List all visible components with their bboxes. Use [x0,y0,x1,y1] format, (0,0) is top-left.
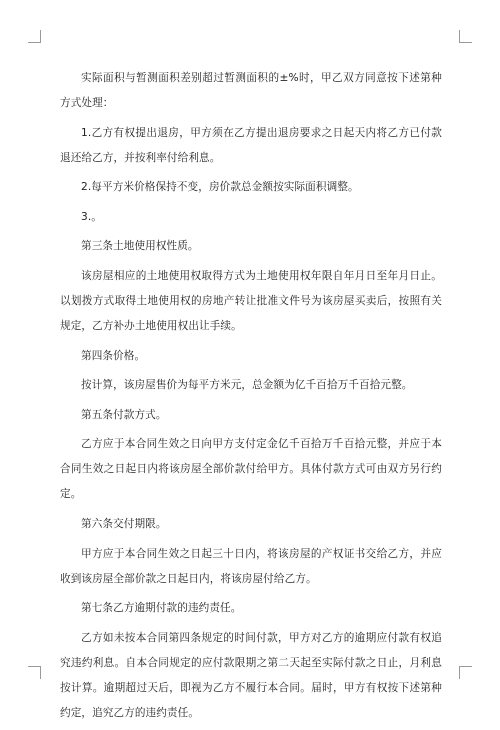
paragraph-option-1: 1.乙方有权提出退房，甲方须在乙方提出退房要求之日起天内将乙方已付款退还给乙方，并按利率付给利息。 [60,126,442,164]
paragraph-late-payment: 乙方如未按本合同第四条规定的时间付款，甲方对乙方的逾期应付款有权追究违约利息。自本合同规定的应付款限期之第二天起至实际付款之日止，月利息按计算。逾期超过天后，即视为乙方不履行本合同。届时，甲方有权按下述第种约定，追究乙方的违约责任。 [60,631,442,719]
crop-mark-top-right [459,30,472,43]
paragraph-option-3: 3.。 [81,210,103,223]
paragraph-option-2: 2.每平方米价格保持不变，房价款总金额按实际面积调整。 [81,181,359,194]
paragraph-delivery: 甲方应于本合同生效之日起三十日内，将该房屋的产权证书交给乙方，并应收到该房屋全部价款之日起日内，将该房屋付给乙方。 [60,547,442,585]
heading-article-5: 第五条付款方式。 [81,408,167,421]
heading-article-4: 第四条价格。 [81,349,146,362]
heading-article-7: 第七条乙方逾期付款的违约责任。 [81,602,242,615]
crop-mark-bottom-left [28,666,41,679]
heading-article-6: 第六条交付期限。 [81,517,167,530]
paragraph-land-use: 该房屋相应的土地使用权取得方式为土地使用权年限自年月日至年月日止。以划拨方式取得土地使用权的房地产转让批准文件号为该房屋买卖后，按照有关规定，乙方补办土地使用权出让手续。 [60,269,442,332]
crop-mark-bottom-right [459,666,472,679]
paragraph-area-difference: 实际面积与暂测面积差别超过暂测面积的±%时，甲乙双方同意按下述第种方式处理： [60,72,442,109]
crop-mark-top-left [28,30,41,43]
paragraph-payment: 乙方应于本合同生效之日向甲方支付定金亿千百拾万千百拾元整，并应于本合同生效之日起日内将该房屋全部价款付给甲方。具体付款方式可由双方另行约定。 [60,438,442,501]
paragraph-price: 按计算，该房屋售价为每平方米元，总金额为亿千百拾万千百拾元整。 [81,379,413,392]
document-body [60,66,442,730]
heading-article-3: 第三条土地使用权性质。 [81,240,199,253]
